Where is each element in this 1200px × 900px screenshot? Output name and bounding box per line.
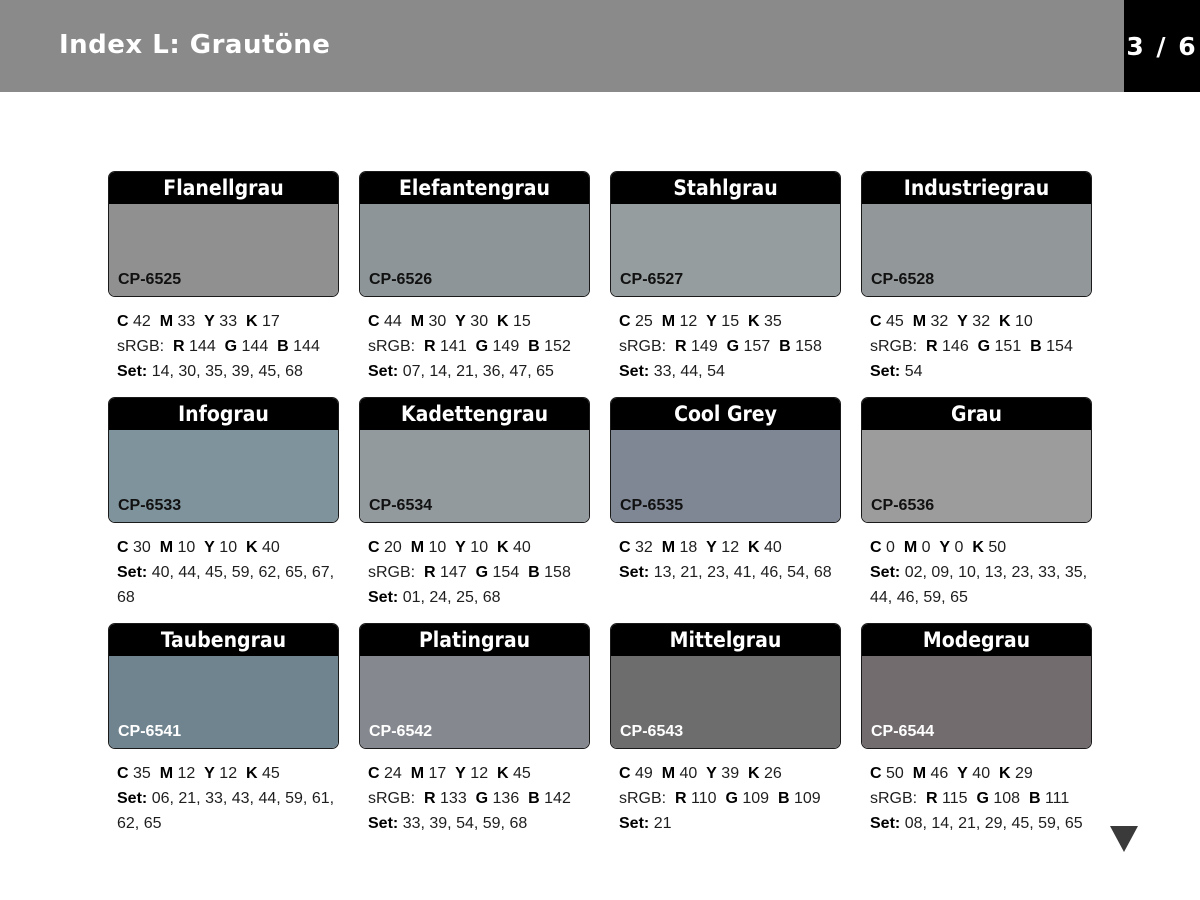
cmyk-m-label: M (159, 539, 174, 556)
set-label: Set: (619, 815, 650, 832)
cmyk-m-value: 32 (930, 313, 949, 330)
color-swatch[interactable] (108, 397, 339, 523)
cmyk-y-value: 10 (219, 539, 238, 556)
color-name: Cool Grey (611, 398, 840, 430)
srgb-line (870, 334, 1088, 359)
rgb-g-value: 144 (241, 338, 269, 355)
cmyk-line (368, 761, 586, 786)
cmyk-k-label: K (245, 313, 258, 330)
cmyk-m-value: 17 (428, 765, 447, 782)
cmyk-c-label: C (368, 539, 380, 556)
set-value: 33, 44, 54 (653, 363, 725, 380)
rgb-b-value: 152 (544, 338, 571, 355)
cmyk-y-value: 40 (972, 765, 991, 782)
color-name: Mittelgrau (611, 624, 840, 656)
cmyk-y-value: 12 (470, 765, 489, 782)
rgb-g-value: 109 (742, 790, 770, 807)
set-line (870, 811, 1088, 836)
cmyk-y-label: Y (204, 765, 215, 782)
rgb-r-label: R (424, 790, 436, 807)
color-name: Elefantengrau (360, 172, 589, 204)
cmyk-k-label: K (747, 765, 760, 782)
cmyk-k-label: K (496, 313, 509, 330)
set-line (368, 585, 586, 610)
rgb-g-label: G (475, 338, 489, 355)
set-value: 14, 30, 35, 39, 45, 68 (151, 363, 303, 380)
color-code: CP-6536 (871, 497, 935, 514)
srgb-line (368, 786, 586, 811)
color-card[interactable] (610, 623, 841, 836)
cmyk-line (117, 309, 335, 334)
cmyk-y-label: Y (706, 313, 717, 330)
set-label: Set: (368, 815, 399, 832)
color-swatch[interactable] (861, 397, 1092, 523)
color-specs (117, 761, 335, 836)
set-label: Set: (117, 363, 148, 380)
set-label: Set: (117, 790, 148, 807)
set-label: Set: (870, 815, 901, 832)
rgb-g-value: 108 (993, 790, 1021, 807)
cmyk-m-value: 10 (428, 539, 447, 556)
rgb-g-value: 157 (743, 338, 771, 355)
cmyk-c-value: 20 (384, 539, 402, 556)
color-code: CP-6535 (620, 497, 684, 514)
srgb-line (117, 334, 335, 359)
color-name: Platingrau (360, 624, 589, 656)
set-label: Set: (368, 589, 399, 606)
set-value: 06, 21, 33, 43, 44, 59, 61, 62, 65 (117, 790, 335, 832)
cmyk-k-value: 45 (262, 765, 280, 782)
cmyk-m-label: M (410, 313, 425, 330)
cmyk-c-value: 44 (384, 313, 402, 330)
color-card[interactable] (108, 171, 339, 384)
rgb-r-label: R (675, 790, 687, 807)
cmyk-y-label: Y (706, 539, 717, 556)
cmyk-m-label: M (903, 539, 918, 556)
cmyk-m-label: M (410, 539, 425, 556)
set-value: 02, 09, 10, 13, 23, 33, 35, 44, 46, 59, 65 (870, 564, 1088, 606)
rgb-b-value: 158 (795, 338, 822, 355)
cmyk-c-label: C (870, 539, 882, 556)
color-code: CP-6528 (871, 271, 935, 288)
cmyk-y-label: Y (957, 313, 968, 330)
rgb-r-label: R (926, 790, 938, 807)
rgb-g-label: G (224, 338, 238, 355)
color-name: Industriegrau (862, 172, 1091, 204)
set-line (870, 560, 1088, 610)
color-code: CP-6534 (369, 497, 433, 514)
color-swatch[interactable] (861, 623, 1092, 749)
color-name: Infograu (109, 398, 338, 430)
cmyk-y-value: 12 (721, 539, 740, 556)
cmyk-line (870, 535, 1088, 560)
cmyk-c-label: C (117, 539, 129, 556)
color-card[interactable] (861, 171, 1092, 384)
color-card[interactable] (861, 623, 1092, 836)
rgb-g-label: G (725, 790, 738, 807)
cmyk-line (117, 535, 335, 560)
cmyk-c-label: C (619, 313, 631, 330)
srgb-label: sRGB: (368, 790, 416, 807)
rgb-g-label: G (726, 338, 740, 355)
color-specs (870, 309, 1088, 384)
cmyk-c-value: 25 (635, 313, 653, 330)
cmyk-k-label: K (998, 765, 1011, 782)
color-specs (368, 535, 586, 610)
rgb-b-value: 142 (544, 790, 571, 807)
cmyk-c-label: C (117, 765, 129, 782)
rgb-b-label: B (779, 338, 791, 355)
cmyk-y-value: 32 (972, 313, 991, 330)
color-swatch[interactable] (359, 171, 590, 297)
cmyk-y-label: Y (706, 765, 717, 782)
cmyk-k-value: 50 (988, 539, 1007, 556)
color-name: Flanellgrau (109, 172, 338, 204)
color-specs (368, 309, 586, 384)
srgb-label: sRGB: (117, 338, 165, 355)
cmyk-m-value: 12 (177, 765, 196, 782)
color-grid (108, 171, 1093, 841)
set-value: 54 (904, 363, 923, 380)
rgb-b-value: 109 (793, 790, 821, 807)
rgb-r-value: 110 (691, 790, 717, 807)
cmyk-y-value: 15 (721, 313, 740, 330)
page-indicator (1124, 0, 1200, 92)
cmyk-k-value: 29 (1015, 765, 1033, 782)
rgb-r-value: 147 (440, 564, 467, 581)
color-card[interactable] (861, 397, 1092, 610)
rgb-r-value: 149 (691, 338, 718, 355)
set-line (117, 359, 335, 384)
cmyk-k-value: 35 (764, 313, 782, 330)
set-line (619, 359, 837, 384)
rgb-g-label: G (977, 338, 991, 355)
color-code: CP-6526 (369, 271, 433, 288)
color-code: CP-6543 (620, 723, 684, 740)
rgb-b-label: B (528, 564, 540, 581)
srgb-label: sRGB: (368, 338, 416, 355)
rgb-r-value: 146 (942, 338, 969, 355)
rgb-b-value: 154 (1046, 338, 1073, 355)
rgb-r-label: R (424, 564, 436, 581)
rgb-b-label: B (777, 790, 790, 807)
set-value: 08, 14, 21, 29, 45, 59, 65 (904, 815, 1083, 832)
color-swatch[interactable] (108, 171, 339, 297)
color-card[interactable] (359, 623, 590, 836)
cmyk-k-value: 15 (513, 313, 531, 330)
color-code: CP-6542 (369, 723, 433, 740)
set-value: 07, 14, 21, 36, 47, 65 (402, 363, 554, 380)
cmyk-y-label: Y (939, 539, 951, 556)
cmyk-m-value: 40 (679, 765, 698, 782)
color-name: Kadettengrau (360, 398, 589, 430)
cmyk-m-label: M (912, 765, 927, 782)
set-value: 40, 44, 45, 59, 62, 65, 67, 68 (117, 564, 335, 606)
srgb-line (619, 334, 837, 359)
srgb-label: sRGB: (870, 790, 918, 807)
set-label: Set: (368, 363, 399, 380)
color-swatch[interactable] (610, 397, 841, 523)
cmyk-k-value: 40 (764, 539, 782, 556)
set-label: Set: (619, 363, 650, 380)
cmyk-y-label: Y (455, 313, 466, 330)
color-swatch[interactable] (861, 171, 1092, 297)
page-number: 3 / 6 (1126, 32, 1198, 61)
cmyk-line (117, 761, 335, 786)
cmyk-m-label: M (159, 765, 174, 782)
cmyk-c-value: 42 (133, 313, 151, 330)
rgb-r-value: 115 (942, 790, 968, 807)
color-code: CP-6541 (118, 723, 182, 740)
color-swatch[interactable] (359, 397, 590, 523)
rgb-g-value: 136 (492, 790, 520, 807)
color-specs (619, 535, 837, 585)
color-code: CP-6533 (118, 497, 182, 514)
set-value: 21 (653, 815, 672, 832)
color-name: Stahlgrau (611, 172, 840, 204)
rgb-b-label: B (277, 338, 289, 355)
cmyk-m-value: 46 (930, 765, 949, 782)
color-swatch[interactable] (359, 623, 590, 749)
cmyk-c-label: C (619, 765, 631, 782)
color-specs (870, 761, 1088, 836)
srgb-label: sRGB: (368, 564, 416, 581)
set-label: Set: (870, 363, 901, 380)
color-specs (870, 535, 1088, 610)
cmyk-line (870, 309, 1088, 334)
cmyk-k-value: 40 (262, 539, 280, 556)
cmyk-k-value: 45 (513, 765, 531, 782)
srgb-line (368, 560, 586, 585)
cmyk-c-label: C (870, 313, 882, 330)
srgb-label: sRGB: (870, 338, 918, 355)
cmyk-c-value: 24 (384, 765, 402, 782)
srgb-line (870, 786, 1088, 811)
cmyk-y-value: 30 (470, 313, 489, 330)
cmyk-k-value: 10 (1015, 313, 1033, 330)
srgb-label: sRGB: (619, 338, 667, 355)
set-line (619, 560, 837, 585)
cmyk-c-label: C (870, 765, 882, 782)
color-specs (619, 761, 837, 836)
rgb-r-label: R (675, 338, 687, 355)
rgb-b-label: B (1030, 338, 1042, 355)
cmyk-k-value: 26 (764, 765, 782, 782)
rgb-g-label: G (976, 790, 989, 807)
next-page-arrow-icon[interactable] (1110, 826, 1138, 852)
cmyk-k-label: K (998, 313, 1011, 330)
rgb-r-label: R (424, 338, 436, 355)
set-line (368, 811, 586, 836)
color-code: CP-6544 (871, 723, 935, 740)
cmyk-y-label: Y (204, 539, 215, 556)
cmyk-line (619, 309, 837, 334)
cmyk-line (368, 309, 586, 334)
rgb-b-label: B (528, 338, 540, 355)
cmyk-k-label: K (747, 539, 760, 556)
cmyk-c-label: C (368, 313, 380, 330)
color-card[interactable] (359, 397, 590, 610)
color-code: CP-6527 (620, 271, 684, 288)
cmyk-line (368, 535, 586, 560)
set-line (117, 560, 335, 610)
cmyk-m-value: 33 (177, 313, 196, 330)
cmyk-m-label: M (410, 765, 425, 782)
set-value: 13, 21, 23, 41, 46, 54, 68 (653, 564, 832, 581)
cmyk-y-value: 33 (219, 313, 238, 330)
cmyk-y-label: Y (455, 765, 466, 782)
cmyk-k-value: 40 (513, 539, 531, 556)
cmyk-m-label: M (661, 539, 676, 556)
cmyk-y-value: 0 (954, 539, 964, 556)
rgb-g-value: 154 (492, 564, 520, 581)
color-card[interactable] (610, 397, 841, 585)
cmyk-y-label: Y (957, 765, 968, 782)
rgb-b-value: 111 (1044, 790, 1070, 807)
color-specs (368, 761, 586, 836)
srgb-label: sRGB: (619, 790, 667, 807)
color-card[interactable] (610, 171, 841, 384)
cmyk-m-value: 12 (679, 313, 698, 330)
cmyk-k-label: K (496, 539, 509, 556)
page-header (0, 0, 1124, 92)
rgb-b-label: B (1028, 790, 1041, 807)
cmyk-m-label: M (661, 765, 676, 782)
rgb-r-value: 141 (440, 338, 467, 355)
cmyk-m-label: M (912, 313, 927, 330)
rgb-b-label: B (528, 790, 540, 807)
cmyk-k-label: K (747, 313, 760, 330)
set-value: 33, 39, 54, 59, 68 (402, 815, 528, 832)
rgb-b-value: 158 (544, 564, 571, 581)
srgb-line (619, 786, 837, 811)
cmyk-k-label: K (496, 765, 509, 782)
color-name: Modegrau (862, 624, 1091, 656)
cmyk-y-label: Y (204, 313, 215, 330)
cmyk-line (619, 535, 837, 560)
cmyk-c-value: 50 (886, 765, 904, 782)
cmyk-c-value: 45 (886, 313, 904, 330)
color-swatch[interactable] (610, 171, 841, 297)
cmyk-c-value: 0 (886, 539, 895, 556)
cmyk-k-label: K (245, 539, 258, 556)
set-label: Set: (117, 564, 148, 581)
color-code: CP-6525 (118, 271, 182, 288)
color-swatch[interactable] (610, 623, 841, 749)
cmyk-c-value: 35 (133, 765, 151, 782)
cmyk-m-value: 0 (921, 539, 931, 556)
rgb-b-value: 144 (293, 338, 320, 355)
color-card[interactable] (359, 171, 590, 384)
cmyk-y-value: 10 (470, 539, 489, 556)
cmyk-k-value: 17 (262, 313, 280, 330)
page-title: Index L: Grautöne (59, 30, 331, 60)
cmyk-c-value: 30 (133, 539, 151, 556)
cmyk-y-value: 12 (219, 765, 238, 782)
cmyk-line (870, 761, 1088, 786)
cmyk-m-label: M (159, 313, 174, 330)
set-label: Set: (870, 564, 901, 581)
set-value: 01, 24, 25, 68 (402, 589, 501, 606)
set-line (368, 359, 586, 384)
cmyk-y-label: Y (455, 539, 466, 556)
color-specs (619, 309, 837, 384)
set-line (117, 786, 335, 836)
cmyk-line (619, 761, 837, 786)
rgb-r-label: R (173, 338, 185, 355)
rgb-g-label: G (475, 564, 489, 581)
cmyk-c-value: 32 (635, 539, 653, 556)
set-line (619, 811, 837, 836)
rgb-r-value: 133 (440, 790, 467, 807)
cmyk-m-label: M (661, 313, 676, 330)
cmyk-m-value: 10 (177, 539, 196, 556)
cmyk-k-label: K (245, 765, 258, 782)
rgb-r-value: 144 (189, 338, 216, 355)
rgb-g-label: G (475, 790, 489, 807)
cmyk-c-value: 49 (635, 765, 653, 782)
color-swatch[interactable] (108, 623, 339, 749)
color-name: Taubengrau (109, 624, 338, 656)
rgb-g-value: 149 (492, 338, 520, 355)
set-label: Set: (619, 564, 650, 581)
cmyk-m-value: 30 (428, 313, 447, 330)
color-name: Grau (862, 398, 1091, 430)
cmyk-c-label: C (117, 313, 129, 330)
cmyk-m-value: 18 (679, 539, 698, 556)
color-card[interactable] (108, 623, 339, 836)
color-specs (117, 309, 335, 384)
set-line (870, 359, 1088, 384)
cmyk-c-label: C (368, 765, 380, 782)
cmyk-c-label: C (619, 539, 631, 556)
color-card[interactable] (108, 397, 339, 610)
color-specs (117, 535, 335, 610)
rgb-r-label: R (926, 338, 938, 355)
cmyk-k-label: K (972, 539, 984, 556)
rgb-g-value: 151 (994, 338, 1022, 355)
srgb-line (368, 334, 586, 359)
cmyk-y-value: 39 (721, 765, 740, 782)
